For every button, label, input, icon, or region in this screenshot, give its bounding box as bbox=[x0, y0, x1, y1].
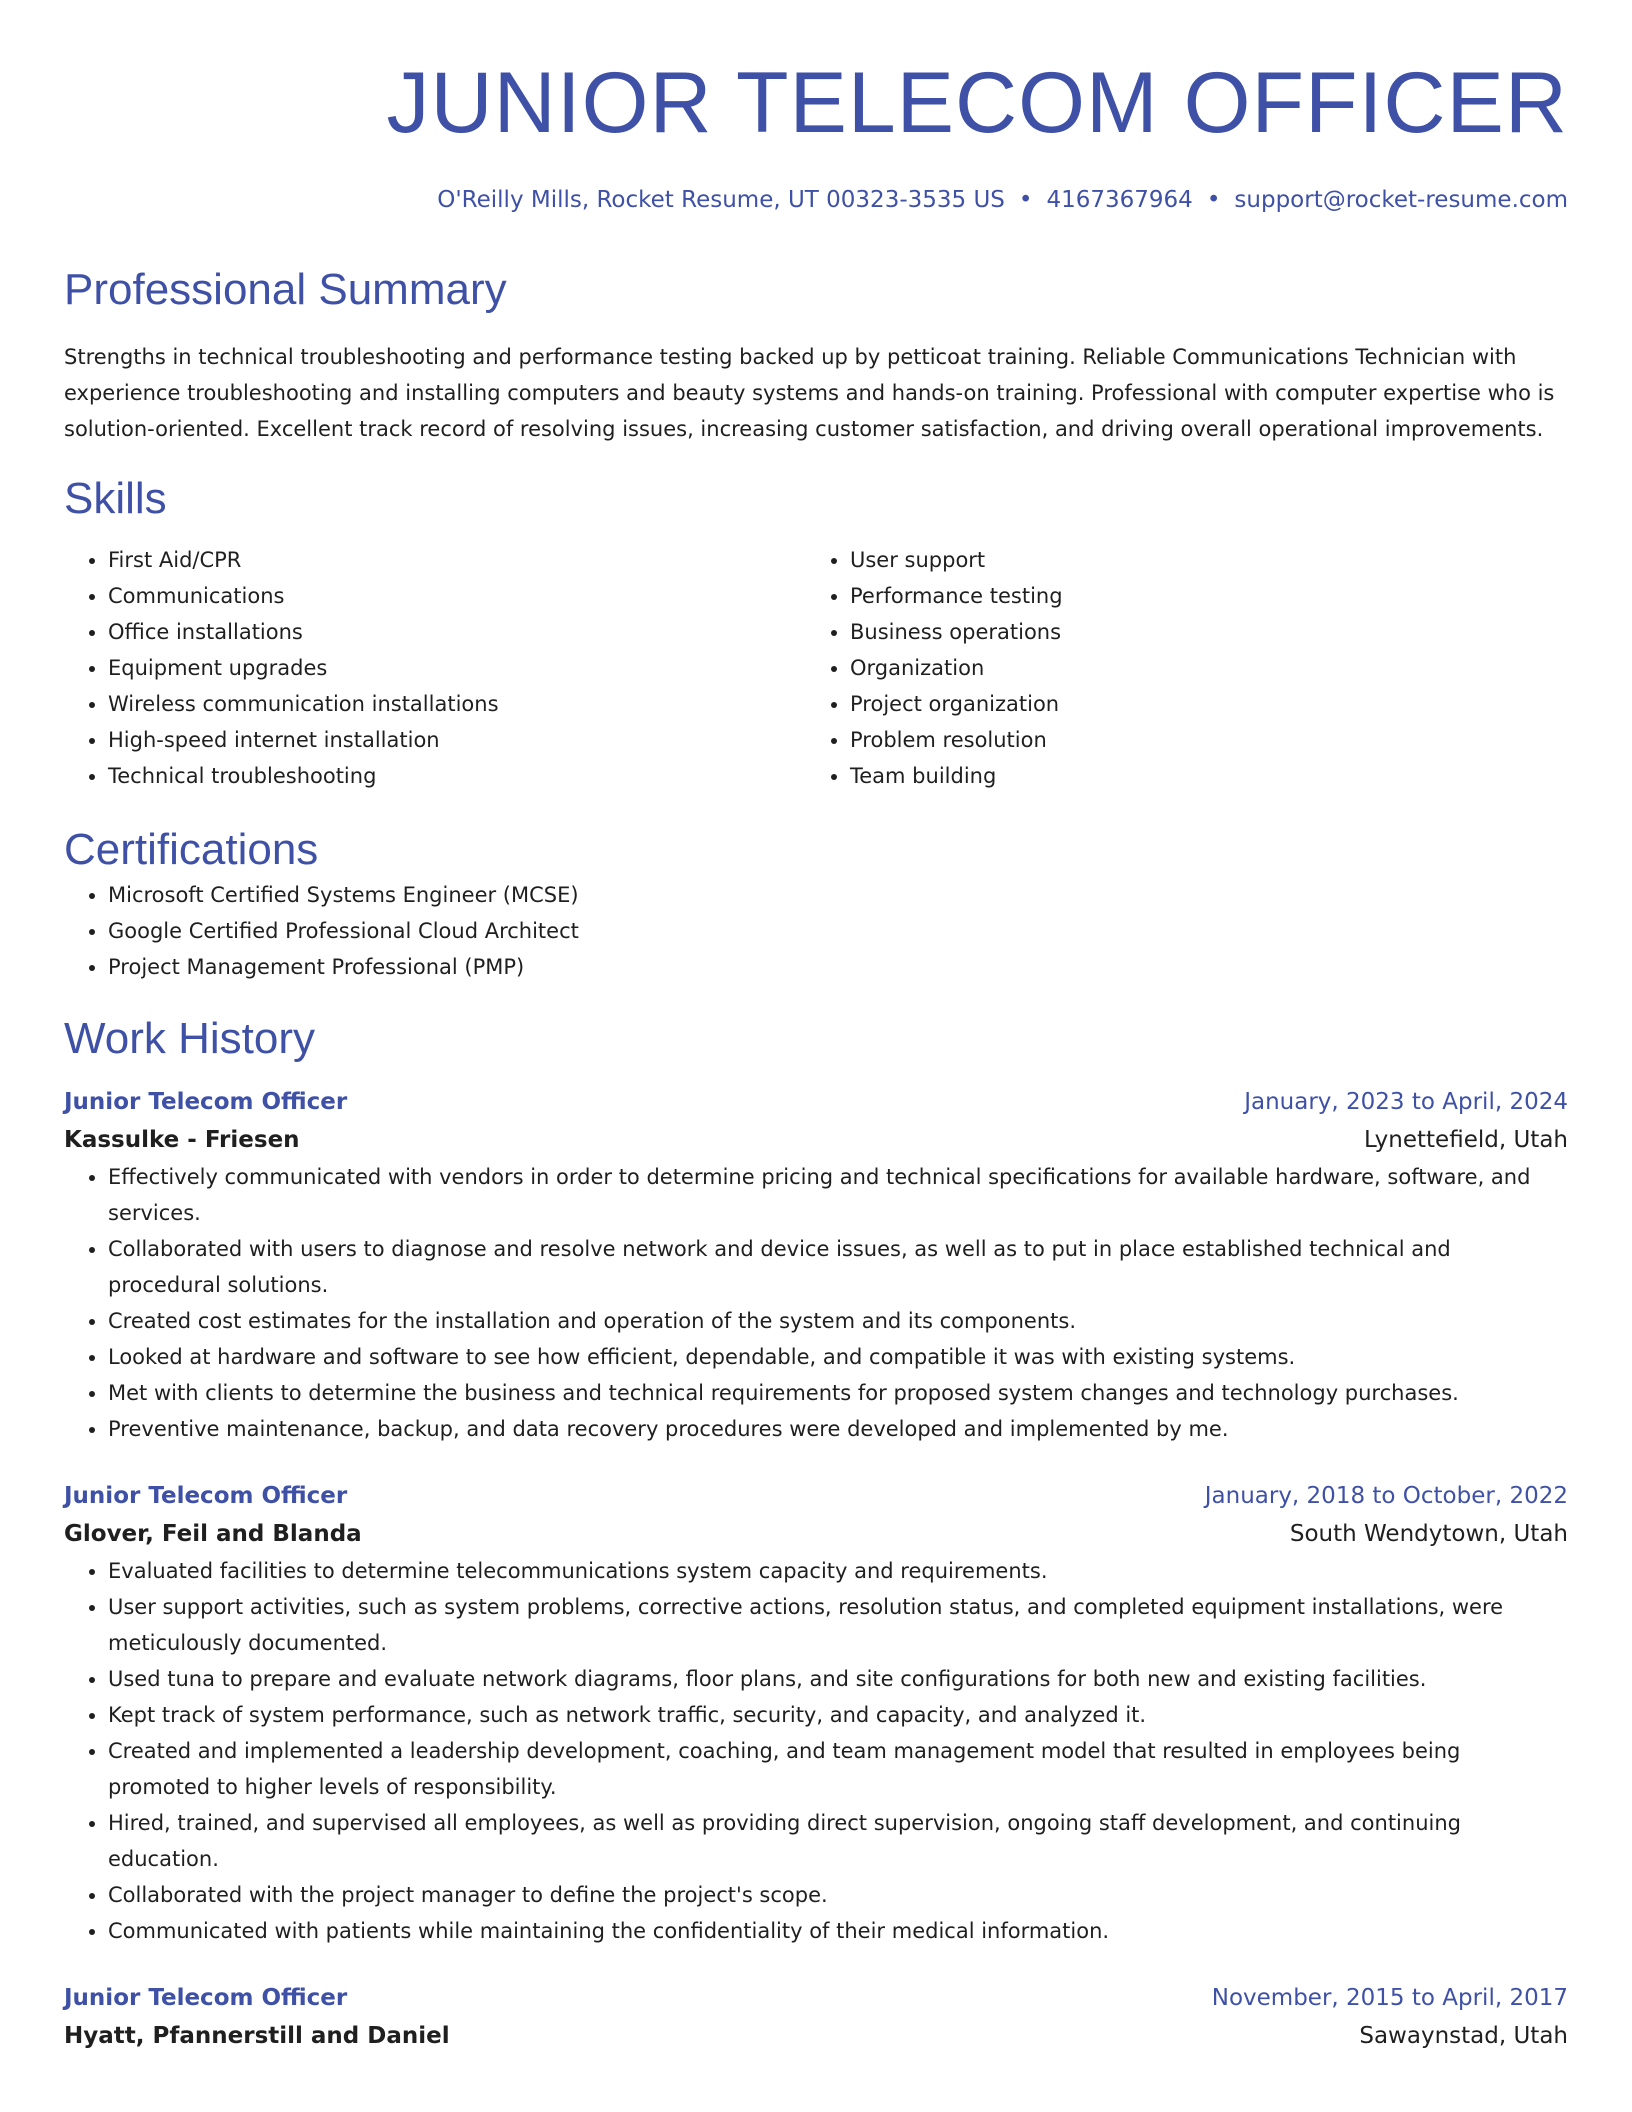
summary-heading: Professional Summary bbox=[64, 265, 507, 315]
skill-item: • User support bbox=[850, 542, 1548, 578]
certification-item: • Microsoft Certified Systems Engineer (MCSE) bbox=[108, 877, 1568, 913]
skills-list-left bbox=[64, 542, 806, 794]
skill-item: • Business operations bbox=[850, 614, 1548, 650]
skill-item: • Problem resolution bbox=[850, 722, 1548, 758]
job-entry bbox=[64, 1979, 1568, 2055]
job-company: Kassulke - Friesen bbox=[64, 1127, 300, 1154]
skill-item: • First Aid/CPR bbox=[108, 542, 806, 578]
job-company: Glover, Feil and Blanda bbox=[64, 1521, 362, 1548]
certifications-heading: Certifications bbox=[64, 824, 319, 874]
job-duty-item: • Collaborated with the project manager to define the project's scope. bbox=[108, 1877, 1568, 1913]
job-duty-item: • Collaborated with users to diagnose and resolve network and device issues, as well as to put in place established technical and procedural solutions. bbox=[108, 1231, 1568, 1303]
job-duties-list bbox=[64, 1159, 1568, 1447]
job-title: Junior Telecom Officer bbox=[64, 1089, 348, 1116]
job-company-row bbox=[64, 1515, 1568, 1553]
job-duty-item: • Created and implemented a leadership development, coaching, and team management model that resulted in employees being promoted to higher levels of responsibility. bbox=[108, 1733, 1568, 1805]
resume-header bbox=[64, 0, 1568, 214]
job-duty-item: • Looked at hardware and software to see how efficient, dependable, and compatible it was with existing systems. bbox=[108, 1339, 1568, 1375]
job-duty-item: • Used tuna to prepare and evaluate network diagrams, floor plans, and site configurations for both new and existing facilities. bbox=[108, 1661, 1568, 1697]
skill-item: • Wireless communication installations bbox=[108, 686, 806, 722]
skill-item: • Technical troubleshooting bbox=[108, 758, 806, 794]
job-company: Hyatt, Pfannerstill and Daniel bbox=[64, 2023, 450, 2050]
certification-item: • Google Certified Professional Cloud Architect bbox=[108, 913, 1568, 949]
skill-item: • Organization bbox=[850, 650, 1548, 686]
contact-phone: 4167367964 bbox=[1046, 186, 1193, 213]
job-location: South Wendytown, Utah bbox=[1289, 1521, 1568, 1548]
certifications-section bbox=[64, 824, 1568, 985]
skills-column-right bbox=[806, 542, 1548, 794]
job-dates: November, 2015 to April, 2017 bbox=[1211, 1985, 1568, 2012]
candidate-name: JUNIOR TELECOM OFFICER bbox=[386, 55, 1568, 151]
certifications-list bbox=[64, 877, 1568, 985]
summary-text: Strengths in technical troubleshooting and performance testing backed up by petticoat training. Reliable Communications Technician with experience troubleshooting and installing computers and beauty systems and hands-on training. Professional with computer expertise who is solution-oriented. Excellent track record of resolving issues, increasing customer satisfaction, and driving overall operational improvements. bbox=[64, 344, 1555, 441]
job-title: Junior Telecom Officer bbox=[64, 1483, 348, 1510]
job-duty-item: • Communicated with patients while maintaining the confidentiality of their medical information. bbox=[108, 1913, 1568, 1949]
skill-item: • Office installations bbox=[108, 614, 806, 650]
contact-address: O'Reilly Mills, Rocket Resume, UT 00323-3535 US bbox=[437, 186, 1005, 213]
job-duty-item: • Kept track of system performance, such as network traffic, security, and capacity, and analyzed it. bbox=[108, 1697, 1568, 1733]
job-title-row bbox=[64, 1979, 1568, 2017]
contact-separator: • bbox=[1018, 186, 1033, 213]
skills-grid bbox=[64, 542, 1568, 794]
job-entry bbox=[64, 1477, 1568, 1949]
job-location: Sawaynstad, Utah bbox=[1359, 2023, 1568, 2050]
contact-email: support@rocket-resume.com bbox=[1234, 186, 1568, 213]
skill-item: • Communications bbox=[108, 578, 806, 614]
skills-heading: Skills bbox=[64, 473, 167, 523]
skills-column-left bbox=[64, 542, 806, 794]
job-duty-item: • Created cost estimates for the installation and operation of the system and its components. bbox=[108, 1303, 1568, 1339]
skill-item: • Equipment upgrades bbox=[108, 650, 806, 686]
work-history-heading: Work History bbox=[64, 1013, 315, 1063]
job-title-row bbox=[64, 1477, 1568, 1515]
job-location: Lynettefield, Utah bbox=[1363, 1127, 1568, 1154]
job-duty-item: • Met with clients to determine the business and technical requirements for proposed system changes and technology purchases. bbox=[108, 1375, 1568, 1411]
contact-line bbox=[64, 187, 1568, 215]
job-duty-item: • Hired, trained, and supervised all employees, as well as providing direct supervision, ongoing staff development, and continuing education. bbox=[108, 1805, 1568, 1877]
job-title-row bbox=[64, 1083, 1568, 1121]
job-duties-list bbox=[64, 1553, 1568, 1949]
certification-item: • Project Management Professional (PMP) bbox=[108, 949, 1568, 985]
skill-item: • Project organization bbox=[850, 686, 1548, 722]
job-duty-item: • Preventive maintenance, backup, and data recovery procedures were developed and implemented by me. bbox=[108, 1411, 1568, 1447]
job-company-row bbox=[64, 2017, 1568, 2055]
skill-item: • High-speed internet installation bbox=[108, 722, 806, 758]
job-title: Junior Telecom Officer bbox=[64, 1985, 348, 2012]
summary-section bbox=[64, 264, 1568, 447]
job-entry bbox=[64, 1083, 1568, 1447]
skill-item: • Performance testing bbox=[850, 578, 1548, 614]
skill-item: • Team building bbox=[850, 758, 1548, 794]
job-duty-item: • Evaluated facilities to determine telecommunications system capacity and requirements. bbox=[108, 1553, 1568, 1589]
job-company-row bbox=[64, 1121, 1568, 1159]
job-dates: January, 2018 to October, 2022 bbox=[1204, 1483, 1568, 1510]
contact-separator: • bbox=[1206, 186, 1221, 213]
skills-list-right bbox=[806, 542, 1548, 794]
job-dates: January, 2023 to April, 2024 bbox=[1244, 1089, 1568, 1116]
job-duty-item: • Effectively communicated with vendors in order to determine pricing and technical specifications for available hardware, software, and services. bbox=[108, 1159, 1568, 1231]
job-duty-item: • User support activities, such as system problems, corrective actions, resolution status, and completed equipment installations, were meticulously documented. bbox=[108, 1589, 1568, 1661]
skills-section bbox=[64, 473, 1568, 794]
work-history-section bbox=[64, 1013, 1568, 2056]
